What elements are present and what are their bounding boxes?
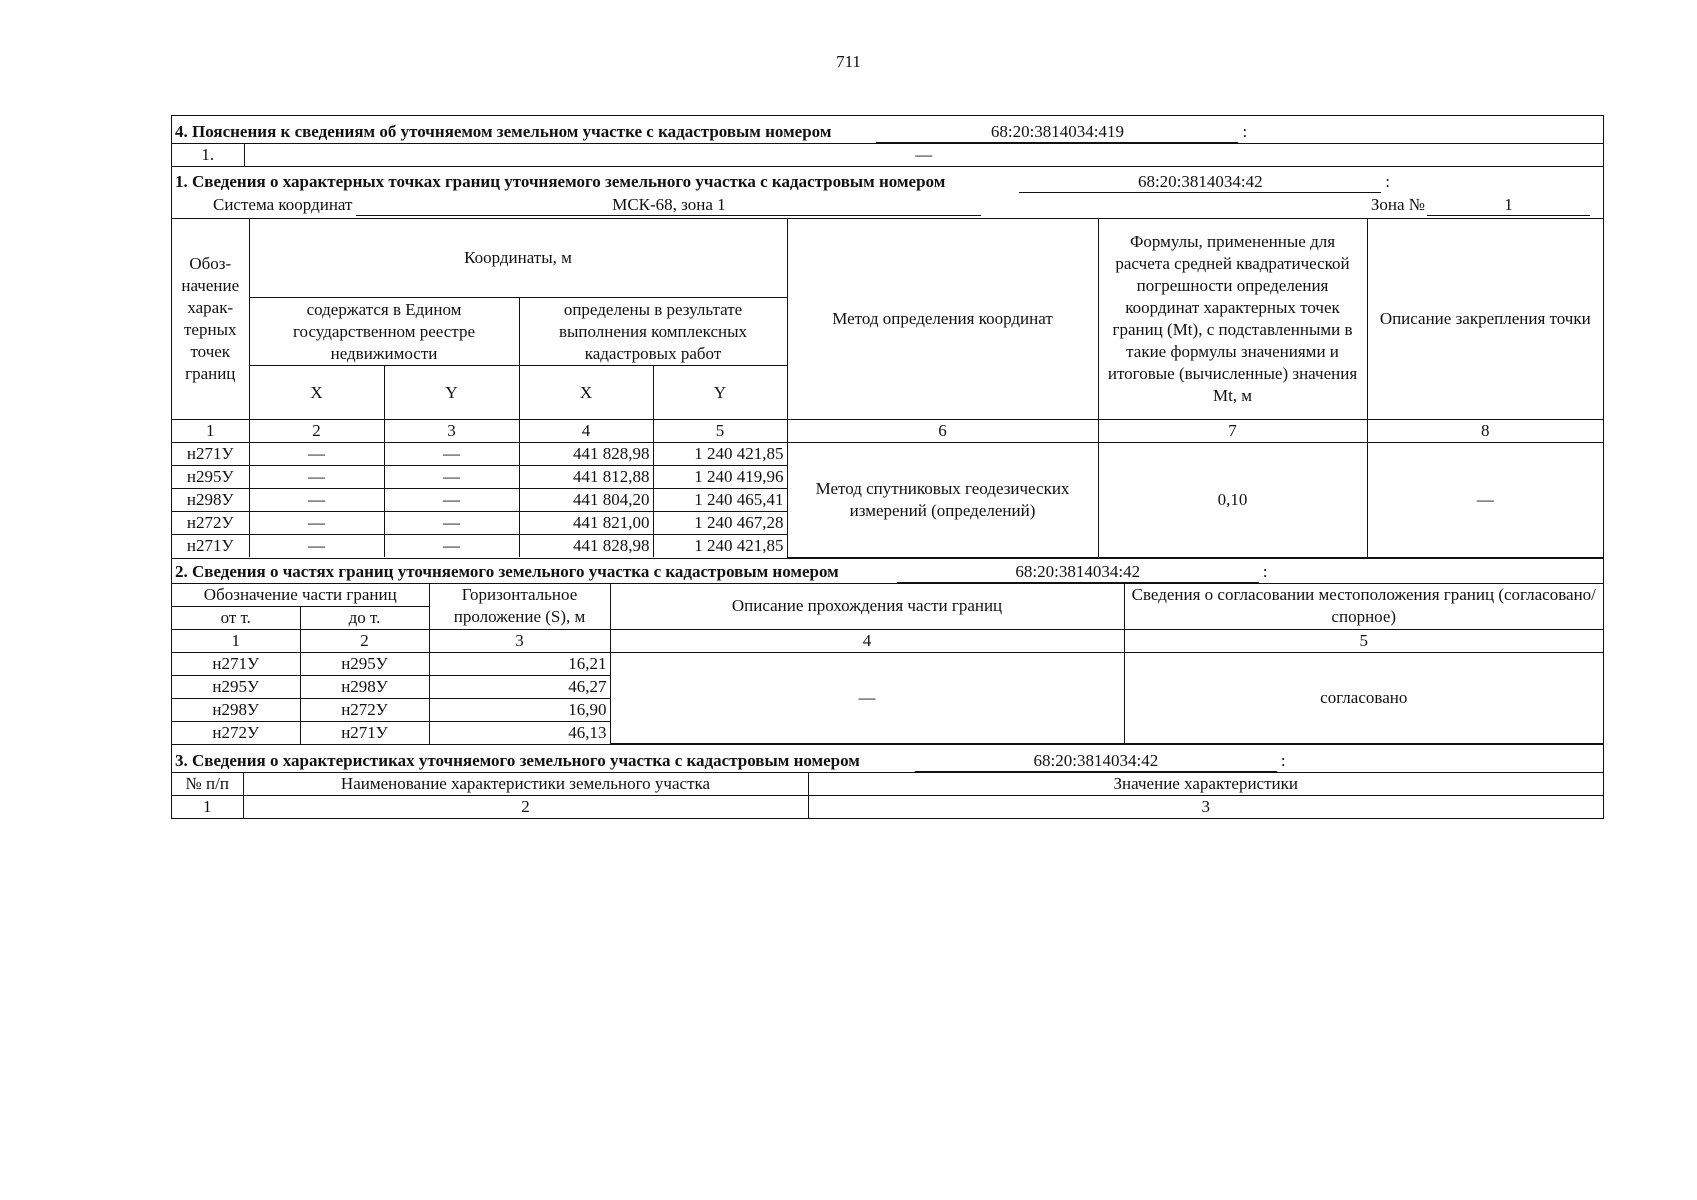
col-complex-header: определены в результате выполнения комплексных кадастровых работ [519, 298, 787, 366]
point-name: н272У [172, 512, 249, 535]
col-to-header: до т. [300, 606, 429, 629]
row-text: — [244, 144, 1603, 167]
col-number: 3 [808, 796, 1603, 819]
horizontal-distance: 46,13 [429, 721, 610, 744]
col-y1-header: Y [384, 366, 519, 420]
col-agreement-header: Сведения о согласовании местоположения границ (согласовано/спорное) [1124, 583, 1603, 629]
horizontal-distance: 46,27 [429, 675, 610, 698]
from-point: н295У [172, 675, 300, 698]
mt-value: 0,10 [1098, 443, 1367, 558]
col-number: 1 [172, 629, 300, 652]
y-complex: 1 240 465,41 [653, 489, 787, 512]
col-egrn-header: содержатся в Едином государственном реестре недвижимости [249, 298, 519, 366]
col-number: 6 [787, 420, 1098, 443]
x-egrn: — [249, 443, 384, 466]
x-complex: 441 821,00 [519, 512, 653, 535]
agreement-value: согласовано [1124, 652, 1603, 744]
col-formulas-header: Формулы, примененные для расчета средней квадратической погрешности определения координат характерных точек границ (Mt), с подставленными в такие формулы значениями и итоговые (вычисленные) значения Mt, м [1098, 219, 1367, 420]
zone-label: Зона № [1370, 195, 1425, 214]
y-complex: 1 240 467,28 [653, 512, 787, 535]
y-egrn: — [384, 512, 519, 535]
coordinate-system-value: МСК-68, зона 1 [356, 194, 981, 216]
to-point: н272У [300, 698, 429, 721]
x-complex: 441 812,88 [519, 466, 653, 489]
table-row [172, 652, 1603, 675]
to-point: н298У [300, 675, 429, 698]
y-egrn: — [384, 466, 519, 489]
y-egrn: — [384, 535, 519, 558]
col-x1-header: X [249, 366, 384, 420]
from-point: н298У [172, 698, 300, 721]
point-name: н298У [172, 489, 249, 512]
section-3-header [172, 745, 1603, 772]
x-egrn: — [249, 535, 384, 558]
from-point: н272У [172, 721, 300, 744]
point-name: н271У [172, 535, 249, 558]
x-egrn: — [249, 512, 384, 535]
col-number: 1 [172, 796, 243, 819]
col-number: 5 [653, 420, 787, 443]
col-number: 2 [249, 420, 384, 443]
col-number: 4 [519, 420, 653, 443]
point-name: н295У [172, 466, 249, 489]
to-point: н295У [300, 652, 429, 675]
section-2 [172, 559, 1603, 746]
section-4-cadastral-number: 68:20:3814034:419 [876, 121, 1238, 143]
col-number: 5 [1124, 629, 1603, 652]
y-complex: 1 240 421,85 [653, 535, 787, 558]
to-point: н271У [300, 721, 429, 744]
row-number: 1. [172, 144, 244, 167]
points-table [172, 218, 1603, 558]
section-3-colon: : [1280, 751, 1286, 770]
section-1-cadastral-number: 68:20:3814034:42 [1019, 171, 1381, 193]
from-point: н271У [172, 652, 300, 675]
col-number: 1 [172, 420, 249, 443]
section-3-cadastral-number: 68:20:3814034:42 [915, 750, 1277, 772]
coordinate-system-line [172, 193, 1603, 218]
col-description-header: Описание прохождения части границ [610, 583, 1124, 629]
section-3 [172, 745, 1603, 818]
section-2-colon: : [1262, 561, 1268, 581]
section-1-header [172, 167, 1603, 193]
col-number: 3 [384, 420, 519, 443]
column-numbers-row [172, 796, 1603, 819]
characteristics-table [172, 772, 1603, 818]
section-4-table [172, 143, 1603, 166]
section-1 [172, 167, 1603, 559]
x-complex: 441 804,20 [519, 489, 653, 512]
col-name-header: Наименование характеристики земельного участка [243, 773, 808, 796]
y-egrn: — [384, 443, 519, 466]
cadastral-document [171, 115, 1604, 819]
column-numbers-row [172, 420, 1603, 443]
col-x2-header: X [519, 366, 653, 420]
x-complex: 441 828,98 [519, 443, 653, 466]
section-2-cadastral-number: 68:20:3814034:42 [897, 561, 1259, 583]
col-fixing-header: Описание закрепления точки [1367, 219, 1603, 420]
col-number: 2 [300, 629, 429, 652]
col-number: 4 [610, 629, 1124, 652]
column-numbers-row [172, 629, 1603, 652]
col-number: 8 [1367, 420, 1603, 443]
section-2-header [172, 559, 1603, 583]
col-y2-header: Y [653, 366, 787, 420]
description-value: — [610, 652, 1124, 744]
col-part-header: Обозначение части границ [172, 583, 429, 606]
section-4-title: 4. Пояснения к сведениям об уточняемом земельном участке с кадастровым номером [175, 122, 832, 141]
col-method-header: Метод определения координат [787, 219, 1098, 420]
method-value: Метод спутниковых геодезических измерений (определений) [787, 443, 1098, 558]
horizontal-distance: 16,21 [429, 652, 610, 675]
col-coordinates-header: Координаты, м [249, 219, 787, 298]
section-4-colon: : [1242, 122, 1248, 141]
y-egrn: — [384, 489, 519, 512]
section-1-colon: : [1385, 172, 1391, 191]
point-name: н271У [172, 443, 249, 466]
col-horizontal-header: Горизонтальное проложение (S), м [429, 583, 610, 629]
zone-value: 1 [1427, 194, 1590, 216]
table-row [172, 144, 1603, 167]
col-n-header: № п/п [172, 773, 243, 796]
horizontal-distance: 16,90 [429, 698, 610, 721]
col-designation-header: Обоз- начение харак- терных точек границ [172, 219, 249, 420]
section-4 [172, 116, 1603, 167]
boundary-parts-table [172, 583, 1603, 745]
section-1-title: 1. Сведения о характерных точках границ уточняемого земельного участка с кадастровым номером [175, 172, 946, 191]
section-4-header [172, 116, 1603, 143]
col-from-header: от т. [172, 606, 300, 629]
y-complex: 1 240 419,96 [653, 466, 787, 489]
page-number: 711 [836, 52, 861, 71]
table-row [172, 443, 1603, 466]
section-2-title: 2. Сведения о частях границ уточняемого земельного участка с кадастровым номером [175, 561, 839, 581]
col-number: 2 [243, 796, 808, 819]
y-complex: 1 240 421,85 [653, 443, 787, 466]
section-3-title: 3. Сведения о характеристиках уточняемого земельного участка с кадастровым номером [175, 751, 860, 770]
col-number: 3 [429, 629, 610, 652]
coordinate-system-label: Система координат [213, 195, 353, 214]
fixing-value: — [1367, 443, 1603, 558]
x-egrn: — [249, 466, 384, 489]
x-complex: 441 828,98 [519, 535, 653, 558]
col-number: 7 [1098, 420, 1367, 443]
col-value-header: Значение характеристики [808, 773, 1603, 796]
x-egrn: — [249, 489, 384, 512]
